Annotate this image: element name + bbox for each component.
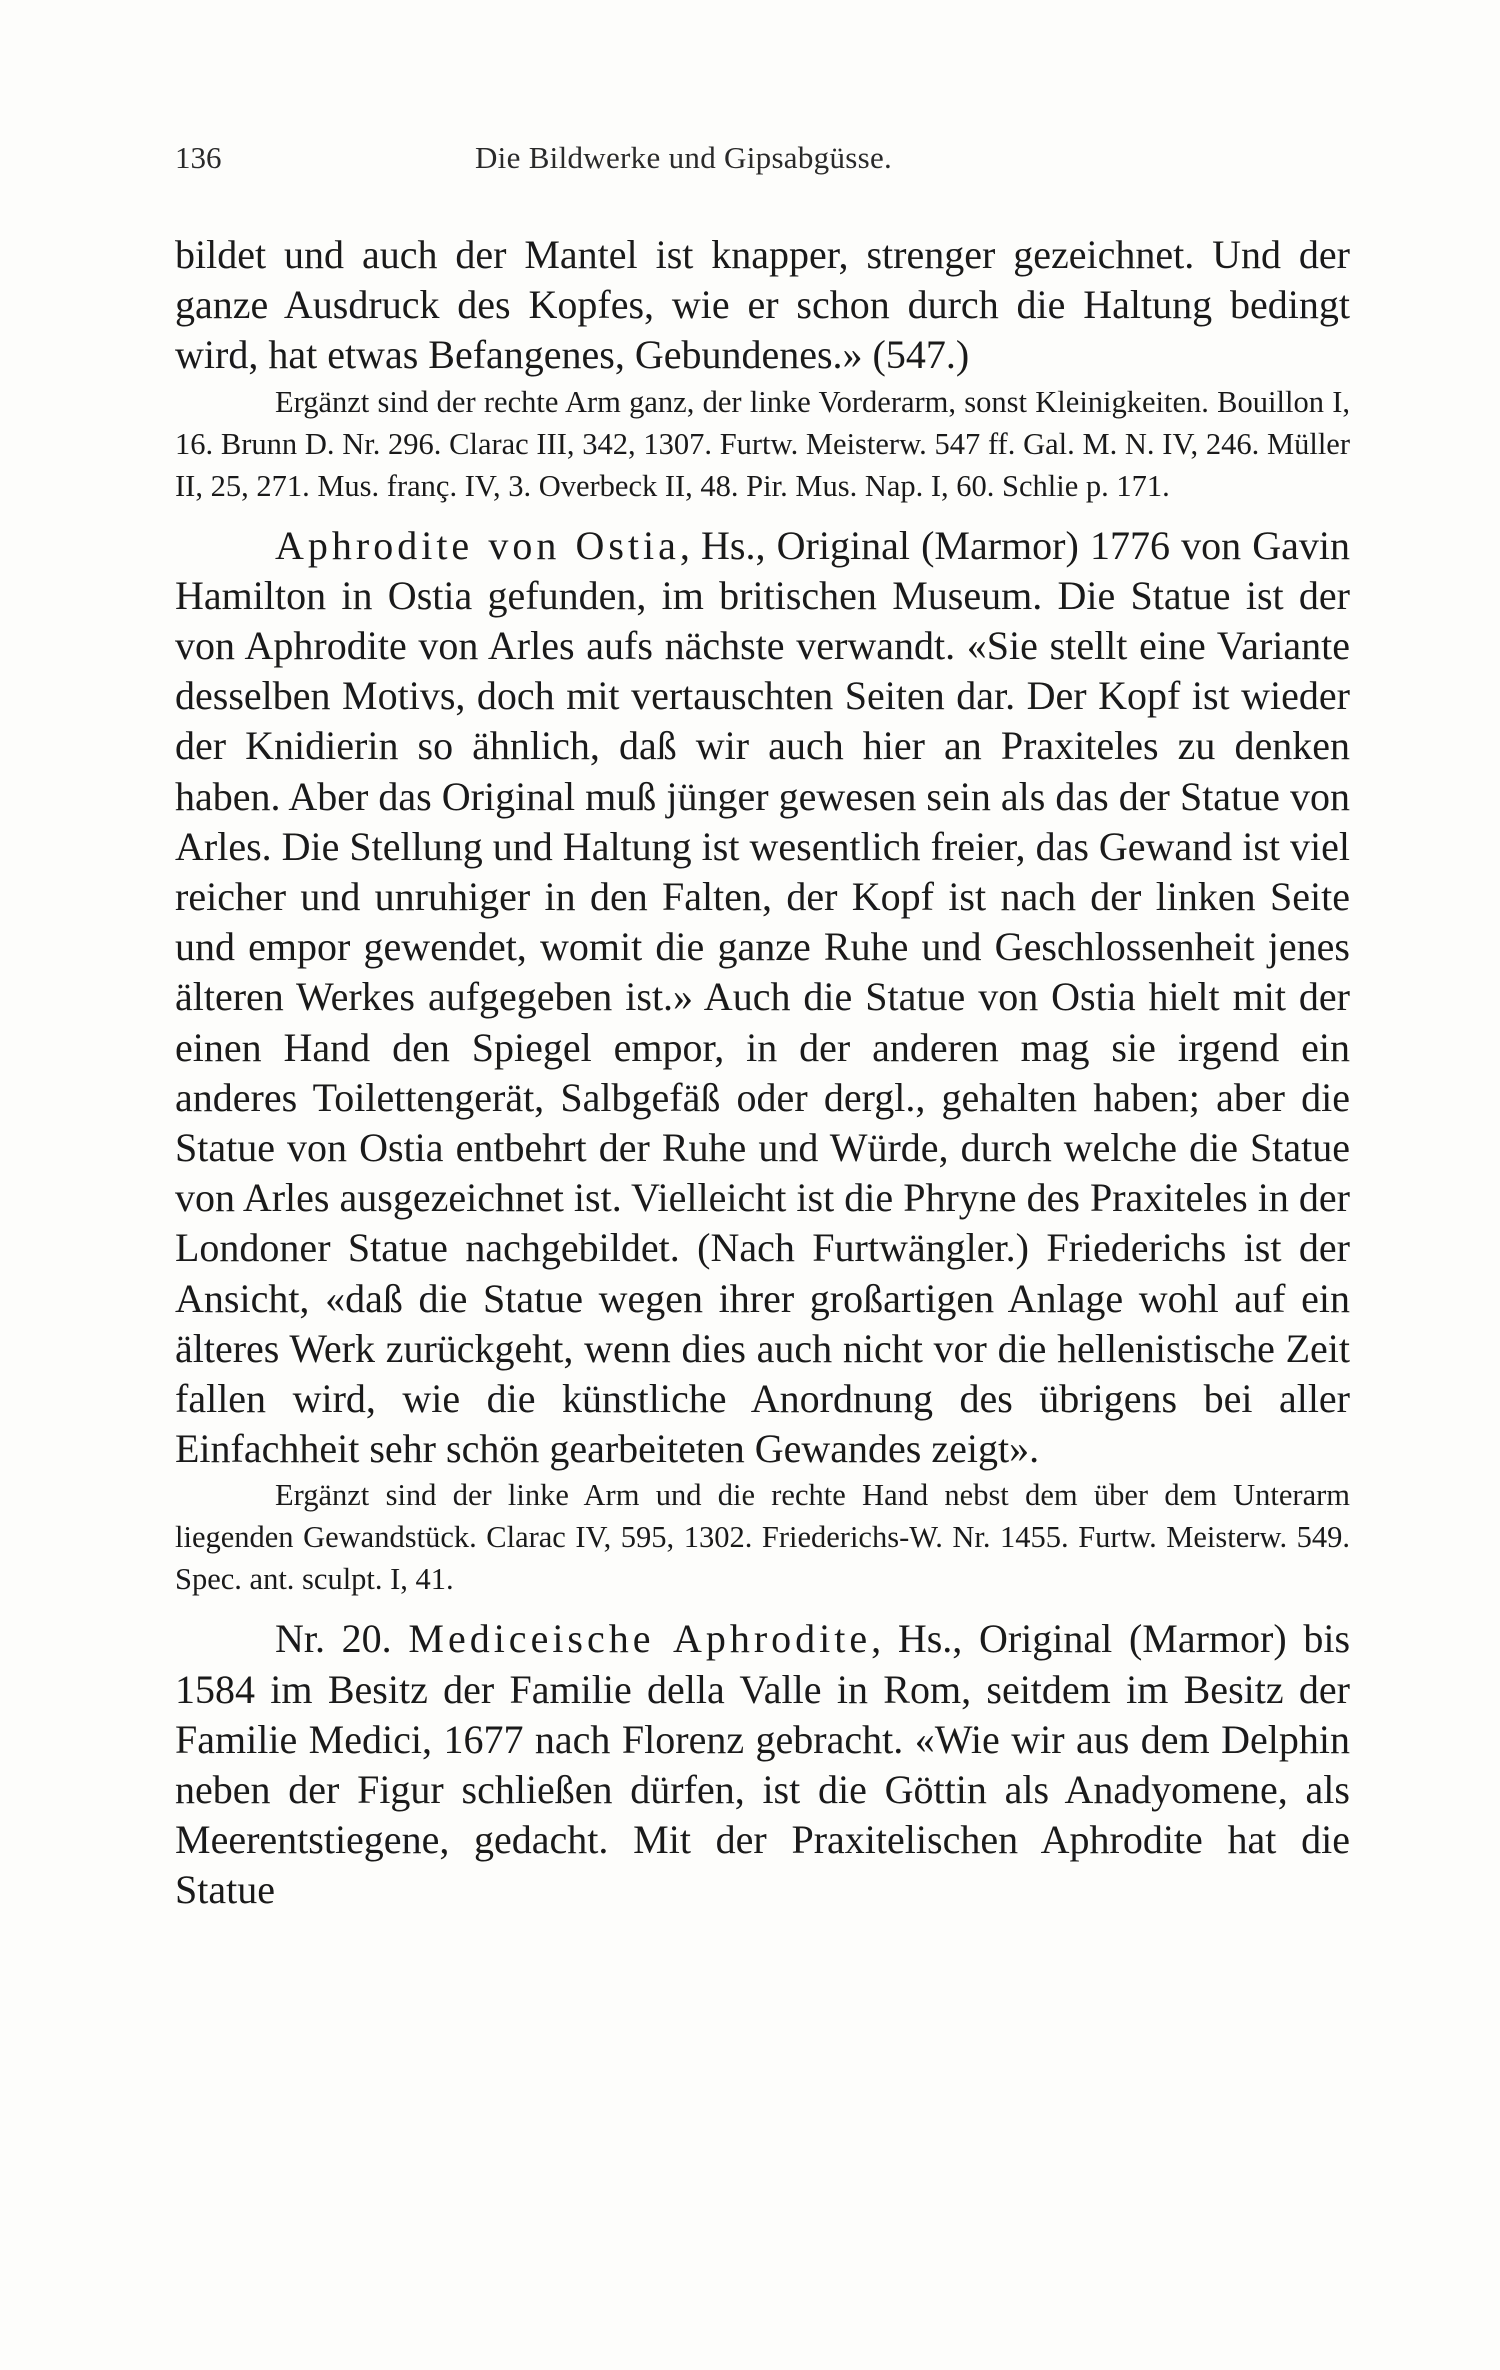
paragraph-mediceische-text: , Hs., Original (Marmor) bis 1584 im Besitz der Familie della Valle in Rom, seitdem im Besitz der Familie Medici, 1677 nach Florenz gebracht. «Wie wir aus dem Delphin neben der Figur schließen dürfen, ist die Göttin als Anadyomene, als Meerentstiegene, gedacht. Mit der Praxitelischen Aphrodite hat die Statue [175,1616,1351,1913]
paragraph-aphrodite-ostia [175,521,1350,1475]
running-title: Die Bildwerke und Gipsabgüsse. [475,140,893,175]
page-body [175,230,1350,1916]
spacer [175,1600,1350,1614]
entry-number: Nr. 20. [275,1616,392,1662]
note-ostia-restorations: Ergänzt sind der linke Arm und die rechte Hand nebst dem über dem Unterarm liegenden Gewandstück. Clarac IV, 595, 1302. Friederichs-W. Nr. 1455. Furtw. Meisterw. 549. Spec. ant. sculpt. I, 41. [175,1478,1350,1597]
paragraph-aphrodite-ostia-text: , Hs., Original (Marmor) 1776 von Gavin Hamilton in Ostia gefunden, im britischen Museum. Die Statue ist der von Aphrodite von Arles aufs nächste verwandt. «Sie stellt eine Variante desselben Motivs, doch mit vertauschten Seiten dar. Der Kopf ist wieder der Knidierin so ähnlich, daß wir auch hier an Praxiteles zu denken haben. Aber das Original muß jünger gewesen sein als das der Statue von Arles. Die Stellung und Haltung ist wesentlich freier, das Gewand ist viel reicher und unruhiger in den Falten, der Kopf ist nach der linken Seite und empor gewendet, womit die ganze Ruhe und Geschlossenheit jenes älteren Werkes aufgegeben ist.» Auch die Statue von Ostia hielt mit der einen Hand den Spiegel empor, in der anderen mag sie irgend ein anderes Toilettengerät, Salbgefäß oder dergl., gehalten haben; aber die Statue von Ostia entbehrt der Ruhe und Würde, durch welche die Statue von Arles ausgezeichnet ist. Vielleicht ist die Phryne des Praxiteles in der Londoner Statue nachgebildet. (Nach Furtwängler.) Friederichs ist der Ansicht, «daß die Statue wegen ihrer großartigen Anlage wohl auf ein älteres Werk zurückgeht, wenn dies auch nicht vor die hellenistische Zeit fallen wird, wie die künstliche Anordnung des übrigens bei aller Einfachheit sehr schön gearbeiteten Gewandes zeigt». [175,522,1350,1472]
note-arles-restorations: Ergänzt sind der rechte Arm ganz, der linke Vorderarm, sonst Kleinigkeiten. Bouillon I, 16. Brunn D. Nr. 296. Clarac III, 342, 1307. Furtw. Meisterw. 547 ff. Gal. M. N. IV, 246. Müller II, 25, 271. Mus. franç. IV, 3. Overbeck II, 48. Pir. Mus. Nap. I, 60. Schlie p. 171. [175,384,1350,503]
spacer [175,507,1350,521]
page-number: 136 [175,140,222,175]
running-head [175,140,1350,190]
paragraph-arles-continuation: bildet und auch der Mantel ist knapper, strenger gezeichnet. Und der ganze Ausdruck des Kopfes, wie er schon durch die Haltung bedingt wird, hat etwas Befangenes, Gebundenes.» (547.) [175,232,1350,378]
heading-mediceische-aphrodite: Mediceische Aphrodite [408,1616,872,1662]
paragraph-mediceische-aphrodite [175,1614,1350,1915]
heading-aphrodite-ostia: Aphrodite von Ostia [275,522,680,568]
